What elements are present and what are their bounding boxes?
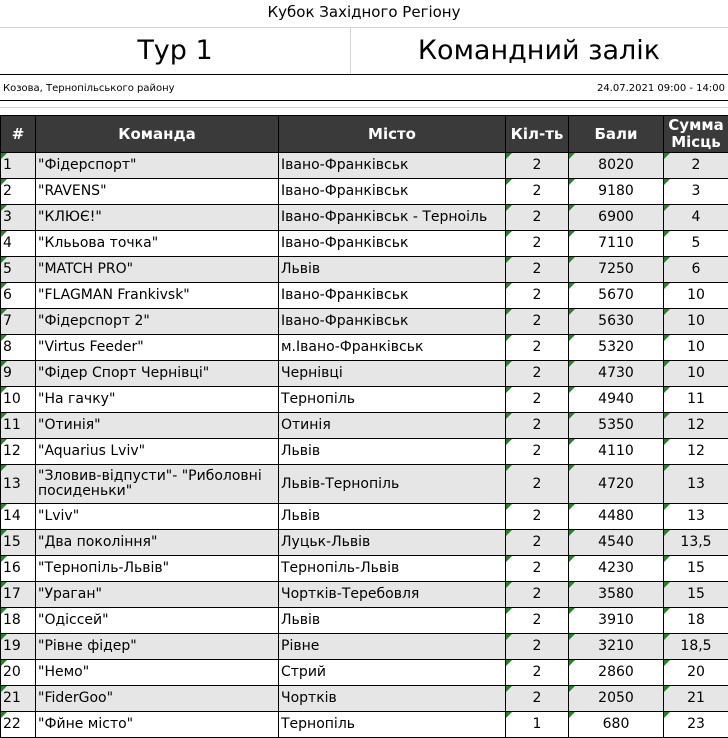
row-count: 2: [506, 413, 569, 439]
row-team: "Ураган": [36, 582, 279, 608]
row-team: "Тернопіль-Львів": [36, 556, 279, 582]
row-team: "Рівне фідер": [36, 634, 279, 660]
table-row: [1, 660, 728, 686]
table-row: [1, 179, 728, 205]
row-count: 2: [506, 231, 569, 257]
row-team: "MATCH PRO": [36, 257, 279, 283]
row-num: 5: [1, 257, 36, 283]
row-count: 2: [506, 205, 569, 231]
row-num: 8: [1, 335, 36, 361]
row-points: 3580: [569, 582, 664, 608]
datetime-label: 24.07.2021 09:00 - 14:00: [597, 82, 725, 96]
row-count: 2: [506, 439, 569, 465]
row-city: Івано-Франківськ: [279, 179, 506, 205]
row-city: Тернопіль: [279, 712, 506, 738]
row-num: 1: [1, 153, 36, 179]
column-header-points: Бали: [569, 116, 664, 153]
row-count: 2: [506, 179, 569, 205]
row-points: 9180: [569, 179, 664, 205]
row-place-sum: 20: [664, 660, 728, 686]
row-place-sum: 3: [664, 179, 728, 205]
row-city: Отинія: [279, 413, 506, 439]
row-team: "Зловив-відпусти"- "Риболовні посиденьки": [36, 465, 279, 504]
row-place-sum: 13,5: [664, 530, 728, 556]
row-city: Стрий: [279, 660, 506, 686]
row-num: 4: [1, 231, 36, 257]
table-row: [1, 530, 728, 556]
row-place-sum: 15: [664, 582, 728, 608]
row-city: Івано-Франківськ: [279, 231, 506, 257]
row-points: 4110: [569, 439, 664, 465]
row-team: "Фйне місто": [36, 712, 279, 738]
table-row: [1, 712, 728, 738]
row-points: 680: [569, 712, 664, 738]
row-num: 21: [1, 686, 36, 712]
row-count: 2: [506, 556, 569, 582]
table-row: [1, 257, 728, 283]
row-place-sum: 15: [664, 556, 728, 582]
cup-title: Кубок Західного Регіону: [0, 0, 728, 24]
table-header-row: [1, 116, 728, 153]
table-row: [1, 283, 728, 309]
row-city: Чортків: [279, 686, 506, 712]
row-points: 2050: [569, 686, 664, 712]
row-city: м.Івано-Франківськ: [279, 335, 506, 361]
table-row: [1, 361, 728, 387]
row-city: Рівне: [279, 634, 506, 660]
row-count: 1: [506, 712, 569, 738]
table-row: [1, 634, 728, 660]
row-place-sum: 13: [664, 465, 728, 504]
row-points: 4230: [569, 556, 664, 582]
table-row: [1, 387, 728, 413]
row-num: 11: [1, 413, 36, 439]
results-table: [0, 115, 728, 738]
row-points: 7250: [569, 257, 664, 283]
table-row: [1, 231, 728, 257]
row-points: 4940: [569, 387, 664, 413]
row-num: 16: [1, 556, 36, 582]
row-num: 6: [1, 283, 36, 309]
column-header-count: Кіл-ть: [506, 116, 569, 153]
result-type-title: Командний залік: [350, 28, 728, 74]
row-num: 2: [1, 179, 36, 205]
row-team: "Фідерспорт": [36, 153, 279, 179]
row-team: "Клььова точка": [36, 231, 279, 257]
row-place-sum: 12: [664, 439, 728, 465]
row-points: 4540: [569, 530, 664, 556]
row-place-sum: 18: [664, 608, 728, 634]
row-place-sum: 10: [664, 361, 728, 387]
row-count: 2: [506, 283, 569, 309]
row-place-sum: 18,5: [664, 634, 728, 660]
row-team: "FLAGMAN Frankivsk": [36, 283, 279, 309]
row-city: Львів: [279, 257, 506, 283]
row-count: 2: [506, 530, 569, 556]
row-place-sum: 10: [664, 283, 728, 309]
row-points: 3910: [569, 608, 664, 634]
venue-label: Козова, Тернопільського району: [3, 82, 175, 96]
row-place-sum: 12: [664, 413, 728, 439]
row-team: "Фідерспорт 2": [36, 309, 279, 335]
row-points: 4730: [569, 361, 664, 387]
row-num: 20: [1, 660, 36, 686]
row-num: 3: [1, 205, 36, 231]
table-row: [1, 309, 728, 335]
row-count: 2: [506, 634, 569, 660]
table-row: [1, 556, 728, 582]
row-city: Львів: [279, 608, 506, 634]
row-city: Івано-Франківськ: [279, 309, 506, 335]
row-num: 15: [1, 530, 36, 556]
table-row: [1, 439, 728, 465]
row-team: "КЛЮЄ!": [36, 205, 279, 231]
row-points: 7110: [569, 231, 664, 257]
divider: [0, 100, 728, 101]
row-num: 14: [1, 504, 36, 530]
table-row: [1, 504, 728, 530]
row-team: "Одіссей": [36, 608, 279, 634]
table-row: [1, 335, 728, 361]
row-points: 4480: [569, 504, 664, 530]
row-count: 2: [506, 504, 569, 530]
row-team: "Два покоління": [36, 530, 279, 556]
row-city: Тернопіль-Львів: [279, 556, 506, 582]
row-city: Львів: [279, 504, 506, 530]
round-title: Тур 1: [0, 28, 350, 74]
divider: [0, 74, 728, 75]
row-count: 2: [506, 257, 569, 283]
row-team: "Немо": [36, 660, 279, 686]
row-city: Івано-Франківськ: [279, 283, 506, 309]
row-team: "Lviv": [36, 504, 279, 530]
row-place-sum: 10: [664, 309, 728, 335]
row-count: 2: [506, 387, 569, 413]
row-count: 2: [506, 660, 569, 686]
table-row: [1, 413, 728, 439]
row-place-sum: 4: [664, 205, 728, 231]
row-points: 2860: [569, 660, 664, 686]
row-points: 5320: [569, 335, 664, 361]
row-num: 9: [1, 361, 36, 387]
row-city: Чернівці: [279, 361, 506, 387]
row-points: 8020: [569, 153, 664, 179]
row-count: 2: [506, 361, 569, 387]
row-team: "Отинія": [36, 413, 279, 439]
row-num: 10: [1, 387, 36, 413]
row-points: 5630: [569, 309, 664, 335]
row-team: "Aquarius Lviv": [36, 439, 279, 465]
row-team: "FiderGoo": [36, 686, 279, 712]
column-header-num: #: [1, 116, 36, 153]
row-points: 3210: [569, 634, 664, 660]
row-count: 2: [506, 153, 569, 179]
row-place-sum: 13: [664, 504, 728, 530]
row-count: 2: [506, 309, 569, 335]
row-place-sum: 11: [664, 387, 728, 413]
row-place-sum: 2: [664, 153, 728, 179]
row-num: 7: [1, 309, 36, 335]
column-header-team: Команда: [36, 116, 279, 153]
table-row: [1, 465, 728, 504]
row-points: 5670: [569, 283, 664, 309]
row-team: "Virtus Feeder": [36, 335, 279, 361]
row-city: Івано-Франківськ - Терноіль: [279, 205, 506, 231]
row-team: "На гачку": [36, 387, 279, 413]
row-place-sum: 23: [664, 712, 728, 738]
row-num: 19: [1, 634, 36, 660]
row-city: Івано-Франківськ: [279, 153, 506, 179]
row-count: 2: [506, 335, 569, 361]
row-place-sum: 5: [664, 231, 728, 257]
table-row: [1, 205, 728, 231]
row-place-sum: 21: [664, 686, 728, 712]
table-row: [1, 686, 728, 712]
divider: [0, 107, 728, 108]
row-city: Львів-Тернопіль: [279, 465, 506, 504]
table-row: [1, 582, 728, 608]
row-points: 6900: [569, 205, 664, 231]
row-city: Львів: [279, 439, 506, 465]
row-city: Тернопіль: [279, 387, 506, 413]
row-city: Чортків-Теребовля: [279, 582, 506, 608]
row-num: 22: [1, 712, 36, 738]
row-num: 13: [1, 465, 36, 504]
row-num: 17: [1, 582, 36, 608]
column-header-place-sum: Сумма Місць: [664, 116, 728, 153]
row-team: "RAVENS": [36, 179, 279, 205]
row-num: 18: [1, 608, 36, 634]
row-num: 12: [1, 439, 36, 465]
row-team: "Фідер Спорт Чернівці": [36, 361, 279, 387]
row-count: 2: [506, 465, 569, 504]
column-header-city: Місто: [279, 116, 506, 153]
table-row: [1, 153, 728, 179]
row-count: 2: [506, 608, 569, 634]
row-place-sum: 10: [664, 335, 728, 361]
row-points: 5350: [569, 413, 664, 439]
row-count: 2: [506, 582, 569, 608]
row-city: Луцьк-Львів: [279, 530, 506, 556]
table-row: [1, 608, 728, 634]
row-points: 4720: [569, 465, 664, 504]
row-count: 2: [506, 686, 569, 712]
row-place-sum: 6: [664, 257, 728, 283]
